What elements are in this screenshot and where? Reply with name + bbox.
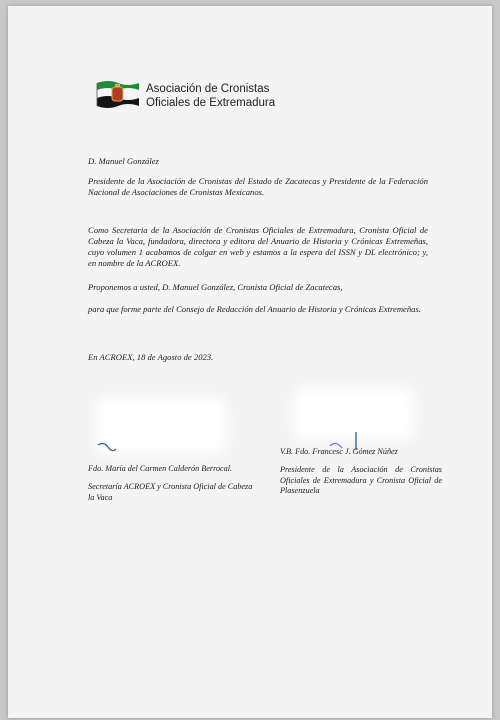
- signature-right-role: Presidente de la Asociación de Cronistas Oficiales de Extremadura y Cronista Oficial de Plasenzuela: [280, 465, 442, 495]
- org-name-line1: Asociación de Cronistas: [146, 83, 270, 95]
- body-paragraph-3: para que forme parte del Consejo de Redacción del Anuario de Historia y Crónicas Extremeñas.: [88, 304, 421, 314]
- date-line: En ACROEX, 18 de Agosto de 2023.: [88, 352, 214, 362]
- org-name-line2: Oficiales de Extremadura: [146, 97, 276, 109]
- recipient-title: Presidente de la Asociación de Cronistas del Estado de Zacatecas y Presidente de la Federación Nacional de Asociaciones de Cronistas Mexicanos.: [88, 176, 428, 197]
- signature-left-name: Fdo. María del Carmen Calderón Berrocal.: [88, 464, 233, 473]
- extremadura-flag-icon: [94, 78, 142, 112]
- letter-page: [8, 6, 492, 718]
- body-paragraph-2: Proponemos a usted, D. Manuel González, Cronista Oficial de Zacatecas,: [88, 282, 343, 292]
- signature-ink-stroke-left: [96, 439, 118, 453]
- recipient-name: D. Manuel González: [88, 156, 159, 166]
- body-paragraph-1: Como Secretaria de la Asociación de Cronistas Oficiales de Extremadura, Cronista Oficial de Cabeza la Vaca, fundadora, directora y editora del Anuario de Historia y Crónicas Extremeñas, cuyo volumen 1 acabamos de colgar en web y estamos a la espera del ISSN y DL electrónico; y, en nombre de la ACROEX.: [88, 225, 428, 268]
- organization-name: [146, 82, 275, 110]
- signature-left-role: Secretaría ACROEX y Cronista Oficial de Cabeza la Vaca: [88, 482, 253, 502]
- signature-right-name: V.B. Fdo. Francesc J. Gómez Núñez: [280, 447, 398, 456]
- letterhead-logo: [94, 78, 284, 114]
